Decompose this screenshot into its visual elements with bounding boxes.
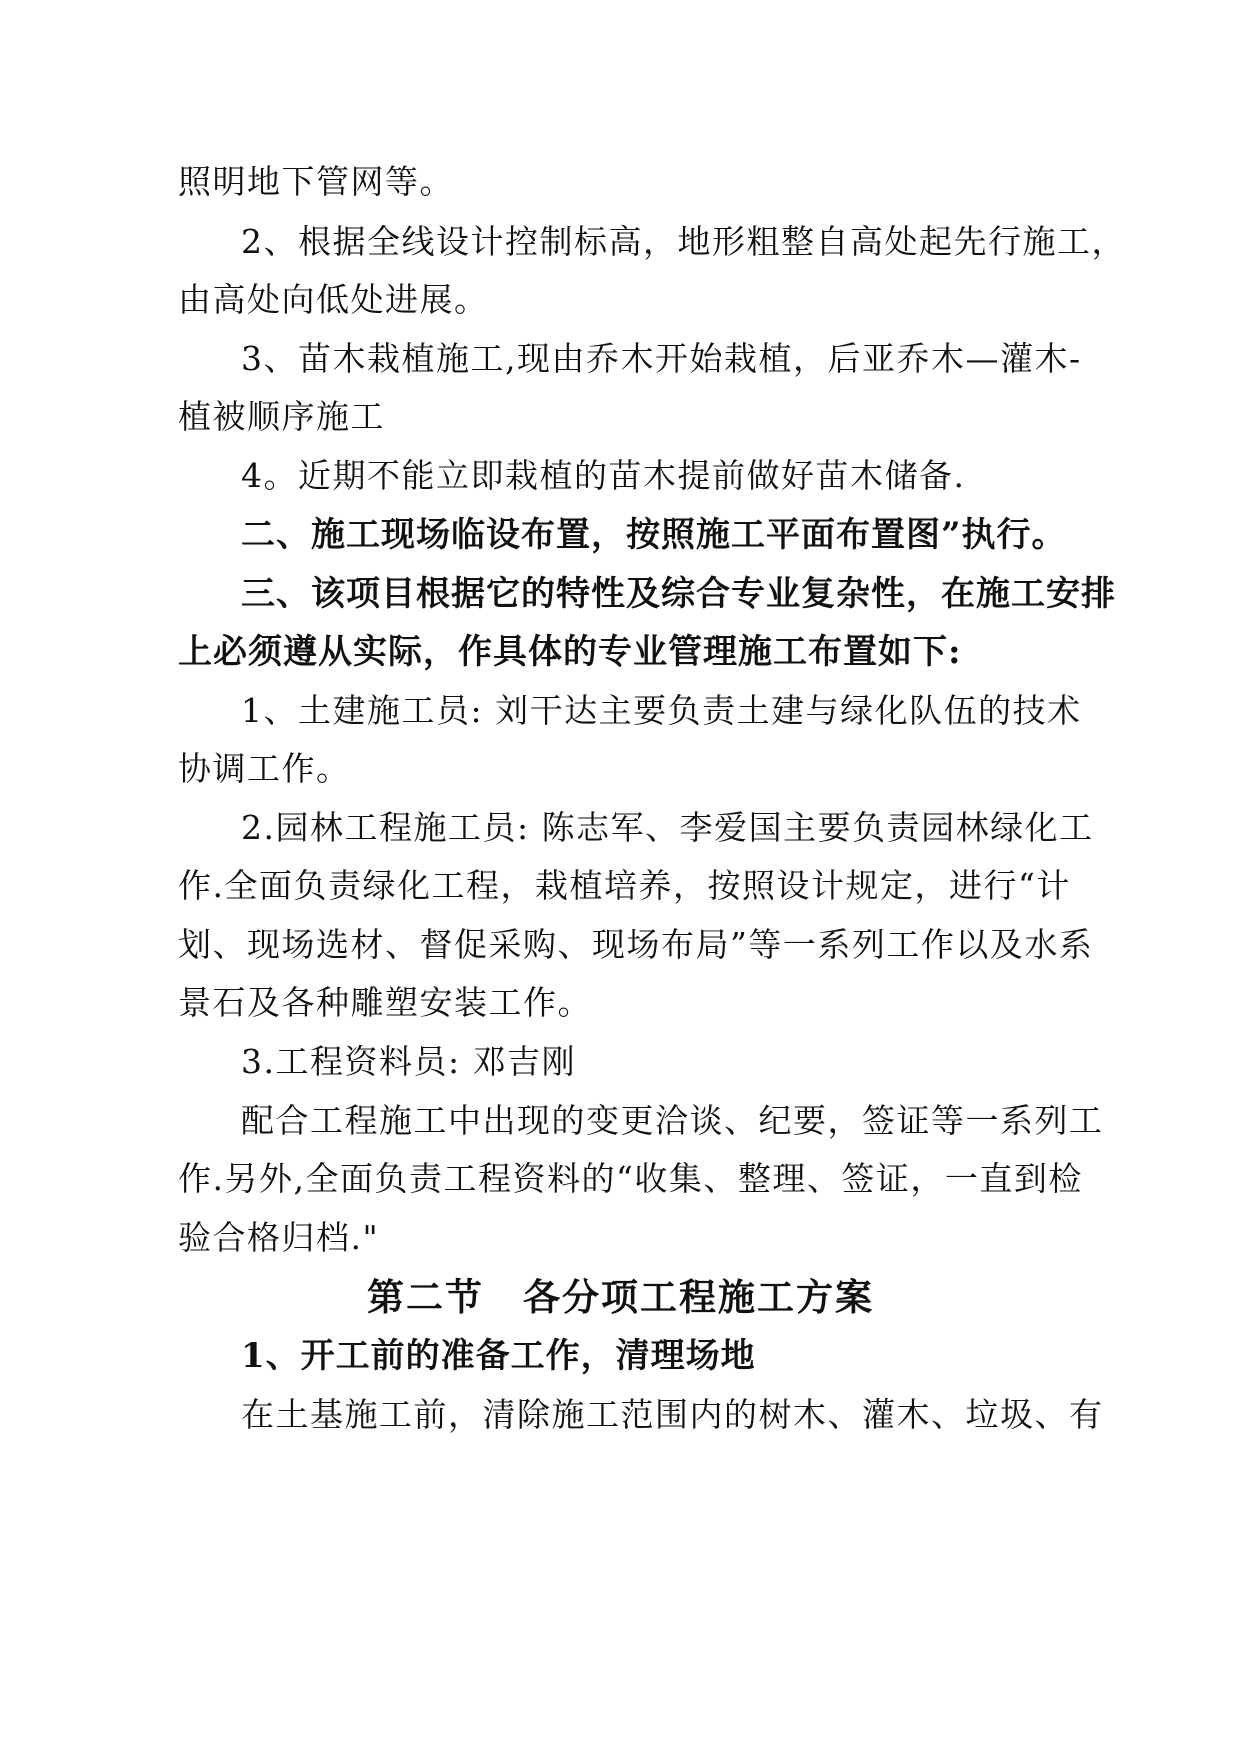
paragraph-line: 景石及各种雕塑安装工作。	[178, 983, 592, 1022]
subsection-heading: 1、开工前的准备工作，清理场地	[241, 1336, 756, 1376]
paragraph-line: 3.工程资料员: 邓吉刚	[241, 1042, 577, 1081]
paragraph-line: 协调工作。	[178, 749, 351, 788]
paragraph-line: 2、根据全线设计控制标高，地形粗整自高处起先行施工，	[241, 222, 1126, 261]
paragraph-line: 2.园林工程施工员: 陈志军、李爱国主要负责园林绿化工	[241, 808, 1094, 847]
paragraph-line: 在土基施工前，清除施工范围内的树木、灌木、垃圾、有	[241, 1395, 1104, 1434]
paragraph-line: 1、土建施工员: 刘干达主要负责土建与绿化队伍的技术	[241, 691, 1082, 730]
paragraph-line: 照明地下管网等。	[178, 162, 454, 201]
paragraph-line: 作.另外,全面负责工程资料的“收集、整理、签证，一直到检	[178, 1159, 1083, 1198]
paragraph-line: 划、现场选材、督促采购、现场布局”等一系列工作以及水系	[178, 925, 1094, 964]
paragraph-line: 4。近期不能立即栽植的苗木提前做好苗木储备.	[241, 456, 966, 495]
paragraph-line: 由高处向低处进展。	[178, 280, 489, 319]
section-title: 第二节 各分项工程施工方案	[367, 1275, 874, 1319]
section-heading: 上必须遵从实际，作具体的专业管理施工布置如下:	[178, 632, 962, 672]
section-heading: 三、该项目根据它的特性及综合专业复杂性，在施工安排	[241, 574, 1116, 614]
paragraph-line: 作.全面负责绿化工程，栽植培养，按照设计规定，进行“计	[178, 866, 1071, 905]
paragraph-line: 配合工程施工中出现的变更洽谈、纪要，签证等一系列工	[241, 1101, 1104, 1140]
paragraph-line: 验合格归档."	[178, 1218, 380, 1257]
section-heading: 二、施工现场临设布置，按照施工平面布置图”执行。	[241, 515, 1067, 555]
paragraph-line: 植被顺序施工	[178, 397, 385, 436]
paragraph-line: 3、苗木栽植施工,现由乔木开始栽植，后亚乔木—灌木-	[241, 339, 1082, 378]
